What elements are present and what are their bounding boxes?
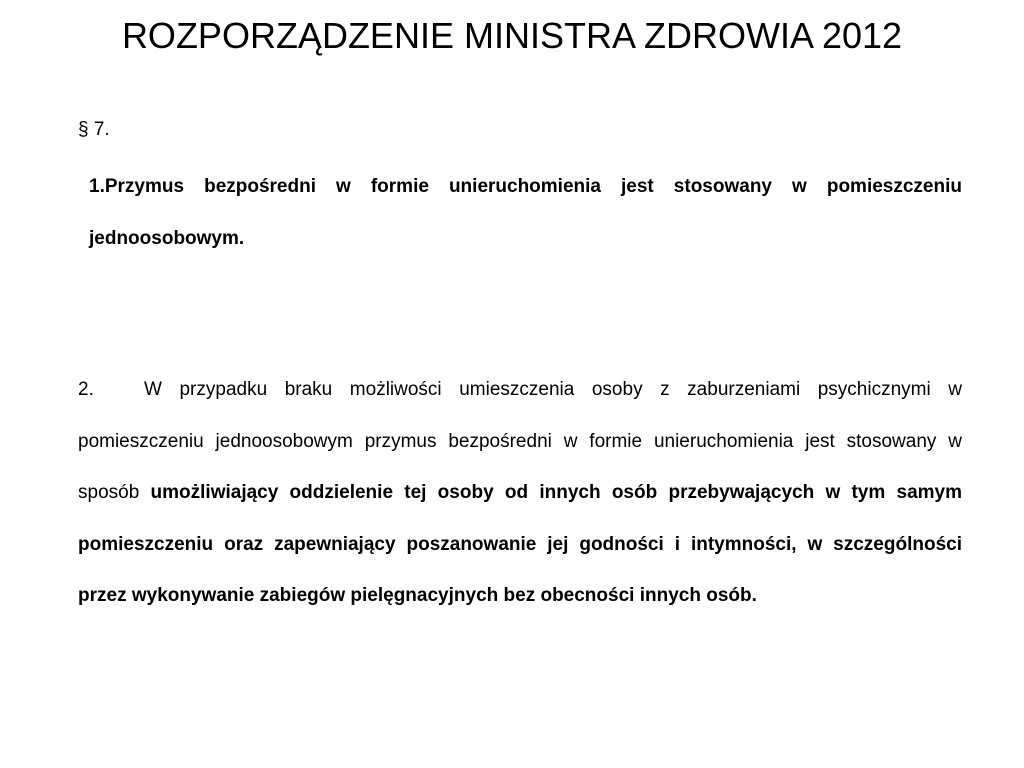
paragraph-1: 1.Przymus bezpośredni w formie unieruchomienia jest stosowany w pomieszczeniu jednoosobowym.	[89, 176, 962, 249]
paragraph-2-bold-text: umożliwiający oddzielenie tej osoby od innych osób przebywających w tym samym pomieszczeniu oraz zapewniający poszanowanie jej godności i intymności, w szczególności przez wykonywanie zabiegów pielęgnacyjnych bez obecności innych osób.	[78, 482, 963, 606]
paragraph-2-number: 2.	[78, 379, 94, 400]
paragraph-2	[78, 364, 962, 622]
section-number: § 7.	[78, 119, 110, 140]
slide-title: ROZPORZĄDZENIE MINISTRA ZDROWIA 2012	[121, 15, 903, 56]
paragraph-2-text: W przypadku braku możliwości umieszczenia osoby z zaburzeniami psychicznymi w pomieszczeniu jednoosobowym przymus bezpośredni w formie unieruchomienia jest stosowany w sposób	[78, 379, 962, 503]
